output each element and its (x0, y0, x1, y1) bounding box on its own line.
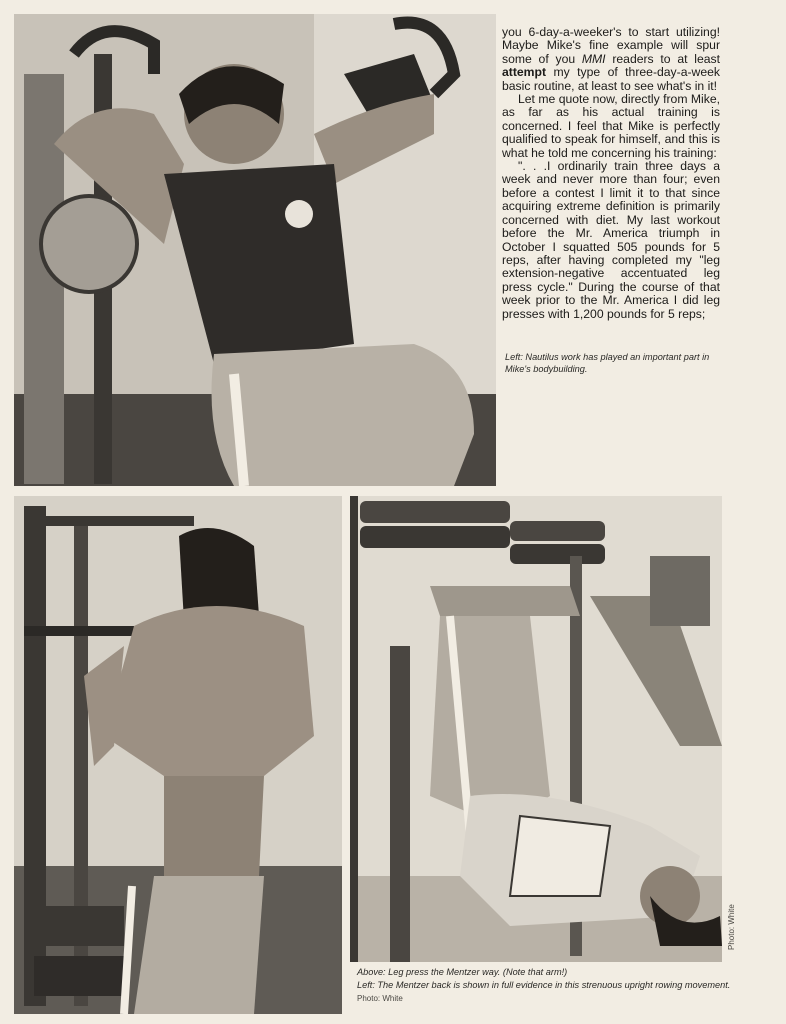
caption-nautilus: Left: Nautilus work has played an important part in Mike's bodybuilding. (505, 352, 710, 374)
leg-press-photo (350, 496, 722, 962)
nautilus-photo-illustration (14, 14, 496, 486)
caption-block-bottom (357, 966, 757, 1005)
text-segment: you 6-day-a-weeker's to start utilizing! Maybe Mike's fine example will spur some of you (502, 25, 720, 66)
photo-credit-vertical: Photo: White (727, 904, 736, 950)
nautilus-photo (14, 14, 496, 486)
caption-leg-press: Above: Leg press the Mentzer way. (Note that arm!) (357, 967, 568, 977)
upright-row-illustration (14, 496, 342, 1014)
article-paragraph-1 (502, 26, 720, 93)
article-paragraph-3: ". . .I ordinarily train three days a week and never more than four; even before a contest I limit it to that since acquiring extreme definition is primarily concerned with diet. My last workout before the Mr. America triumph in October I squatted 505 pounds for 5 reps, after having completed my "leg extension-negative accentuated leg press cycle." During the course of that week prior to the Mr. America I did leg presses with 1,200 pounds for 5 reps; (502, 159, 720, 321)
text-segment: my type of three-day-a-week basic routine, at least to see what's in it! (502, 65, 720, 93)
article-text (502, 26, 720, 321)
leg-press-illustration (350, 496, 722, 962)
article-paragraph-2: Let me quote now, directly from Mike, as far as his actual training is concerned. I feel that Mike is perfectly qualified to speak for himself, and this is what he told me concerning his training: (502, 92, 720, 160)
magazine-abbrev: MMI (581, 51, 606, 66)
caption-upright-row: Left: The Mentzer back is shown in full evidence in this strenuous upright rowing movement. (357, 980, 731, 990)
upright-row-photo (14, 496, 342, 1014)
bold-word: attempt (502, 65, 547, 80)
photo-credit: Photo: White (357, 994, 403, 1003)
text-segment: readers to at least (605, 51, 720, 66)
